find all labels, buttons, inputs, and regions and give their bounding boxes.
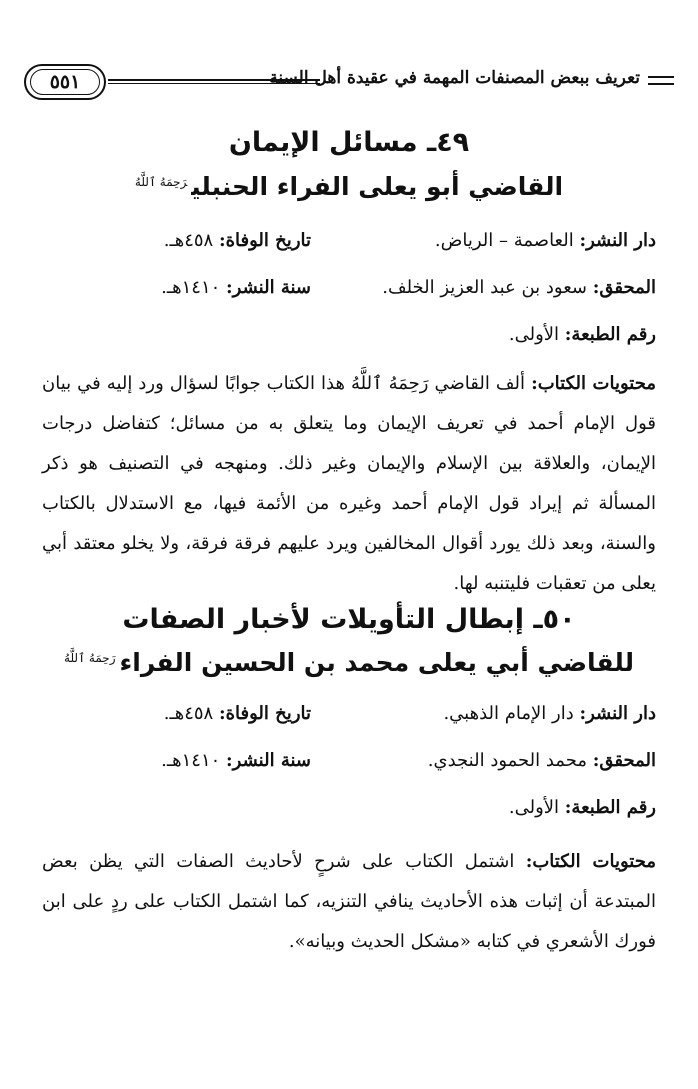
author-name: القاضي أبو يعلى الفراء الحنبلي	[191, 172, 564, 201]
death-label: تاريخ الوفاة:	[218, 703, 311, 724]
honorific: رَحِمَهُ ٱللَّهُ	[134, 174, 188, 189]
author-heading-50	[0, 648, 698, 677]
honorific: رَحِمَهُ ٱللَّهُ	[64, 650, 116, 665]
publisher-label: دار النشر:	[579, 230, 656, 251]
book-heading-49: ٤٩ـ مسائل الإيمان	[228, 127, 470, 158]
publisher-value: دار الإمام الذهبي.	[443, 703, 574, 724]
death-label: تاريخ الوفاة:	[218, 230, 311, 251]
year-label: سنة النشر:	[226, 750, 311, 771]
editor-value: سعود بن عبد العزيز الخلف.	[382, 277, 587, 298]
publisher-field	[435, 230, 656, 251]
contents-text: ألف القاضي رَحِمَهُ ٱللَّهُ هذا الكتاب جوابًا لسؤال ورد إليه في بيان قول الإمام أحمد في تعريف الإيمان وما يتعلق به من مسائل؛ كتفاضل درجات الإيمان، والعلاقة بين الإسلام والإيمان وغير ذلك. ومنهجه في التصنيف هو ذكر المسألة ثم إيراد قول الإمام أحمد وغيره من الأئمة فيها، مع الاستدلال بالكتاب والسنة، وبعد ذلك يورد أقوال المخالفين ويرد عليهم فرقة فرقة، ولا يخلو معتقد أبي يعلى من تعقبات فليتنبه لها.	[42, 373, 656, 594]
contents-label: محتويات الكتاب:	[525, 851, 656, 872]
year-value: ١٤١٠هـ.	[161, 277, 221, 298]
edition-label: رقم الطبعة:	[564, 324, 656, 345]
death-field	[164, 230, 311, 251]
publisher-field	[443, 703, 656, 724]
edition-value: الأولى.	[508, 797, 560, 818]
year-value: ١٤١٠هـ.	[161, 750, 221, 771]
editor-label: المحقق:	[592, 750, 656, 771]
death-field	[164, 703, 311, 724]
editor-label: المحقق:	[592, 277, 656, 298]
book-heading-50: ٥٠ـ إبطال التأويلات لأخبار الصفات	[122, 604, 576, 635]
header-dash-ornament	[648, 76, 674, 85]
publisher-label: دار النشر:	[579, 703, 656, 724]
contents-label: محتويات الكتاب:	[531, 373, 656, 394]
year-field	[161, 750, 311, 771]
editor-field	[428, 750, 656, 771]
meta-row-publisher	[42, 703, 656, 733]
edition-label: رقم الطبعة:	[564, 797, 656, 818]
publisher-value: العاصمة – الرياض.	[434, 230, 574, 251]
header-rule	[108, 79, 320, 84]
contents-paragraph-49	[42, 364, 656, 604]
editor-value: محمد الحمود النجدي.	[427, 750, 587, 771]
meta-row-editor	[42, 277, 656, 307]
year-field	[161, 277, 311, 298]
edition-field	[509, 797, 656, 818]
year-label: سنة النشر:	[226, 277, 311, 298]
header-title: تعريف ببعض المصنفات المهمة في عقيدة أهل السنة	[269, 68, 640, 88]
meta-row-publisher	[42, 230, 656, 260]
meta-row-editor	[42, 750, 656, 780]
author-name: للقاضي أبي يعلى محمد بن الحسين الفراء	[119, 648, 634, 677]
edition-field	[509, 324, 656, 345]
death-value: ٤٥٨هـ.	[163, 703, 214, 724]
contents-text: اشتمل الكتاب على شرحٍ لأحاديث الصفات التي يظن بعض المبتدعة أن إثبات هذه الأحاديث ينافي التنزيه، كما اشتمل الكتاب على ردٍ على ابن فورك الأشعري في كتابه «مشكل الحديث وبيانه».	[42, 851, 656, 952]
author-heading-49	[0, 172, 698, 201]
death-value: ٤٥٨هـ.	[163, 230, 214, 251]
running-header	[24, 64, 674, 104]
page-number: ٥٥١	[24, 64, 106, 100]
editor-field	[382, 277, 656, 298]
contents-paragraph-50	[42, 842, 656, 962]
edition-value: الأولى.	[508, 324, 560, 345]
